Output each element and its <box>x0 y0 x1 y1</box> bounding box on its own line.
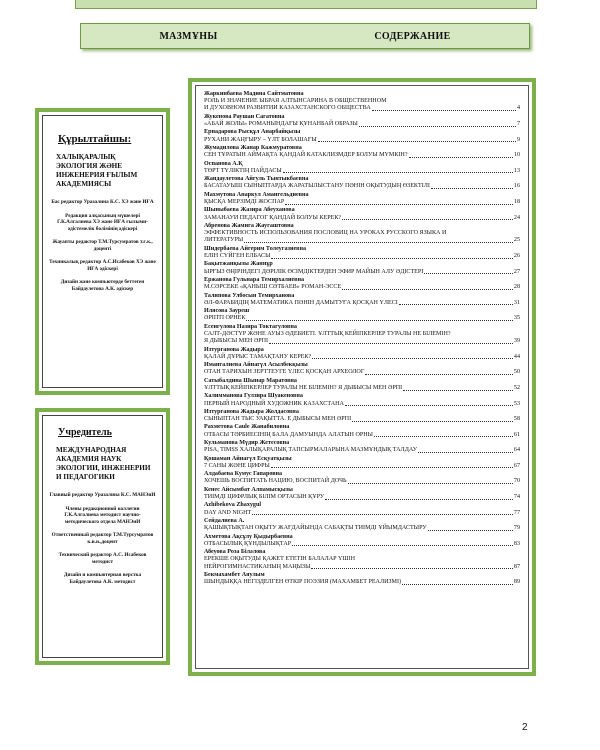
toc-entry[interactable] <box>204 91 520 113</box>
toc-title: ОТБАСЫЛЫҚ ҚҰНДЫЛЫҚТАР <box>204 540 292 547</box>
toc-page-number: 26 <box>513 252 520 259</box>
toc-title: Я ДЫБЫСЫ МЕН ӘРПІ <box>204 338 269 345</box>
toc-title: САЛТ-ДӘСТҮР ЖӘНЕ АУЫЗ ӘДЕБИЕТІ. ҰЛТТЫҚ КЕЙІПКЕРЛЕР ТУРАЛЫ НЕ БІЛЕМІН? <box>204 330 451 337</box>
toc-title: ҰЛТТЫҚ КЕЙІПКЕРЛЕР ТУРАЛЫ НЕ БІЛЕМІН? Я ДЫБЫСЫ МЕН ӘРПІ <box>204 384 403 391</box>
toc-entry[interactable] <box>204 114 520 128</box>
toc-title: ЛИТЕРАТУРЫ <box>204 237 244 244</box>
toc-leader-dots <box>311 564 512 570</box>
toc-entry[interactable] <box>204 549 520 571</box>
toc-page-number: 4 <box>516 105 520 112</box>
toc-entry[interactable] <box>204 293 520 307</box>
toc-title-line <box>204 152 520 159</box>
toc-title-line <box>204 284 520 291</box>
page-number: 2 <box>522 722 528 733</box>
toc-title: НЕЙРОГИМНАСТИКАНЫҢ МАҢЫЗЫ <box>204 563 311 570</box>
toc-entry[interactable] <box>204 129 520 143</box>
toc-page-number: 87 <box>513 563 520 570</box>
toc-entry[interactable] <box>204 207 520 221</box>
toc-title: ӘЛ-ФАРАБИДІҢ МАТЕМАТИКА ПӘНІН ДАМЫТУҒА ҚОСҚАН ҮЛЕСІ <box>204 299 398 306</box>
toc-page-number: 25 <box>513 237 520 244</box>
toc-page-number: 53 <box>513 400 520 407</box>
toc-leader-dots <box>403 385 513 391</box>
toc-title: ҚЫСҚА МЕРЗІМДІ ЖОСПАР <box>204 198 285 205</box>
toc-title-line <box>204 105 520 112</box>
toc-title-line <box>204 300 520 307</box>
toc-title: ОТБАСЫ ТӘРБИЕСІНІҢ БАЛА ДАМУЫНДА АЛАТЫН ОРНЫ <box>204 431 373 438</box>
toc-title: БАСАТАУЫШ СЫНЫПТАРДА ЖАРАТЫЛЫСТАНУ ПӘНІН ОҚЫТУДЫҢ ӨЗЕКТІЛІ <box>204 183 430 190</box>
toc-entry[interactable] <box>204 409 520 423</box>
toc-entry[interactable] <box>204 347 520 361</box>
toc-title-line <box>204 564 520 571</box>
toc-entry[interactable] <box>204 362 520 376</box>
toc-page-number: 18 <box>513 198 520 205</box>
toc-page-number: 27 <box>513 268 520 275</box>
toc-title-line <box>204 269 520 276</box>
toc-leader-dots <box>402 579 513 585</box>
title-ru: СОДЕРЖАНИЕ <box>374 30 451 42</box>
toc-page-number: 70 <box>513 478 520 485</box>
toc-title: ҚАШЫҚТЫҚТАН ОҚЫТУ ЖАҒДАЙЫНДА САБАҚТЫ ТИІМДІ ҰЙЫМДАСТЫРУ <box>204 525 427 532</box>
toc-author: Бақытжанқызы Жаннұр <box>204 261 273 268</box>
toc-leader-dots <box>431 183 513 189</box>
toc-leader-dots <box>365 369 513 375</box>
toc-author: Кенес Айсымбат Алпамысқызы <box>204 486 293 493</box>
toc-title-line <box>204 137 520 144</box>
toc-author: Шыныбаева Жазира Абеуханова <box>204 207 295 214</box>
toc-title: ЕЛІН СҮЙГЕН ЕЛБАСЫ <box>204 252 271 259</box>
toc-title-line <box>204 315 520 322</box>
toc-author: Бекмахамбет Аяулым <box>204 572 265 579</box>
toc-title: РУХАНИ ЖАҢҒЫРУ – ҮЛТ БОЛАШАҒЫ <box>204 136 317 143</box>
toc-author: Ержанова Гульнара Темирхалиевна <box>204 276 305 283</box>
toc-page-number: 83 <box>513 540 520 547</box>
founder-ru-line: Главный редактор Уразалина К.С. МАНЭиИ <box>49 492 156 498</box>
toc-leader-dots <box>312 354 513 360</box>
top-decor-band <box>75 0 537 9</box>
toc-title: ҚАЛАЙ ДҰРЫС ТАМАҚТАНУ КЕРЕК? <box>204 353 312 360</box>
toc-author: Халимманова Гулзира Шуакеновна <box>204 393 303 400</box>
toc-entry[interactable] <box>204 192 520 206</box>
founder-kz-line: Редакция алқасының мүшелері Г.К.Алгалиева ХЭ және ИҒА ғылыми-әдістемелік бөлімінің әдіскері <box>57 212 148 232</box>
toc-title: 7 САНЫ ЖӘНЕ ЦИФРЫ <box>204 462 270 469</box>
toc-leader-dots <box>285 199 513 205</box>
founder-ru-box <box>35 408 170 665</box>
toc-author: Рахметова Саule Жанабиловна <box>204 424 290 431</box>
toc-title-line <box>204 199 520 206</box>
toc-title-line <box>204 253 520 260</box>
toc-entry[interactable] <box>204 393 520 407</box>
toc-entry[interactable] <box>204 161 520 175</box>
toc-title-line <box>204 98 520 105</box>
toc-leader-dots <box>269 338 513 344</box>
toc-leader-dots <box>283 168 513 174</box>
toc-title-line <box>204 237 520 244</box>
toc-author: Алдабаева Кумус Гапаровна <box>204 471 283 478</box>
toc-title: PISA, TIMSS ХАЛЫҚАРАЛЫҚ ТАПСЫРМАЛАРЫНА МАЗМҰНДЫҚ ТАЛДАУ <box>204 447 418 454</box>
toc-entry[interactable] <box>204 246 520 260</box>
toc-leader-dots <box>271 463 513 469</box>
toc-author: Оспанова А.Қ <box>204 160 243 167</box>
toc-title: ХОЧЕШЬ ВОСПИТАТЬ НАЦИЮ, ВОСПИТАЙ ДОЧЬ <box>204 478 347 485</box>
toc-title: СЕН ТҰРАТЫН АЙМАҚТА ҚАНДАЙ КАТАКЛИЗМДЕР БОЛУЫ МҮМКІН? <box>204 152 408 159</box>
toc-entry[interactable] <box>204 261 520 275</box>
toc-entry[interactable] <box>204 534 520 548</box>
toc-author: Изтурганова Жадыра Жолдасовна <box>204 408 299 415</box>
toc-leader-dots <box>342 215 513 221</box>
toc-page-number: 52 <box>513 384 520 391</box>
toc-page-number: 31 <box>513 299 520 306</box>
toc-author: Сейдалиева А. <box>204 518 245 525</box>
toc-title-line <box>204 432 520 439</box>
toc-title-line <box>204 121 520 128</box>
toc-leader-dots <box>359 121 516 127</box>
toc-title-line <box>204 331 520 338</box>
toc-title-line <box>204 525 520 532</box>
toc-author: Махмутова Анаркул Амангельдиевна <box>204 191 309 198</box>
toc-title-line <box>204 510 520 517</box>
toc-author: Қошаман Айнагүл Есқуатқызы <box>204 455 292 462</box>
toc-page-number: 74 <box>513 494 520 501</box>
toc-entry[interactable] <box>204 145 520 159</box>
toc-title-line <box>204 215 520 222</box>
toc-title-line <box>204 369 520 376</box>
toc-page-number: 67 <box>513 462 520 469</box>
toc-page-number: 9 <box>516 136 520 143</box>
toc-leader-dots <box>374 432 513 438</box>
toc-page-number: 77 <box>513 509 520 516</box>
toc-author: Жандаулетова Айгуль Тынтыкбаевна <box>204 176 309 183</box>
toc-page-number: 64 <box>513 447 520 454</box>
toc-title-line <box>204 416 520 423</box>
toc-leader-dots <box>244 237 513 243</box>
toc-author: Жумадилова Жанар Кажмуратовна <box>204 144 302 151</box>
toc-author: Azhibekova Zhaxygul <box>204 502 262 509</box>
toc-title: ЗАМАНАУИ ПЕДАГОГ ҚАНДАЙ БОЛУЫ КЕРЕК? <box>204 214 342 221</box>
toc-title-line <box>204 494 520 501</box>
toc-title-line <box>204 556 520 563</box>
founder-kz-line: Бас редактор Уразалина К.С. ХЭ және ИҒА <box>51 199 154 205</box>
toc-leader-dots <box>292 541 513 547</box>
toc-author: Жаркинбаева Мадина Сайтматовна <box>204 91 304 97</box>
toc-page-number: 61 <box>513 431 520 438</box>
toc-title-line <box>204 447 520 454</box>
founder-ru-heading: Учредитель <box>58 427 112 438</box>
toc-leader-dots <box>271 253 512 259</box>
founder-ru-line: Ответственный редактор Т.М.Турсумратов к.и.н.,доцент <box>51 532 154 545</box>
toc-page-number: 13 <box>513 167 520 174</box>
toc-entry[interactable] <box>204 308 520 322</box>
toc-title: ТИІМДІ ЦИФРЛЫҚ БІЛІМ ОРТАСЫН ҚҰРУ <box>204 494 325 501</box>
toc-title-line <box>204 401 520 408</box>
toc-title: И ДУХОВНОМ РАЗВИТИИ КАЗАХСТАНСКОГО ОБЩЕСТВА <box>204 105 371 112</box>
toc-title-line <box>204 230 520 237</box>
toc-title: ШЫНДЫҚҚА НЕГІЗДЕЛГЕН ӨТКІР ПОЭЗИЯ (МАХАМБЕТ РЕАЛИЗМІ) <box>204 579 402 586</box>
founder-ru-line: Дизайн и компьютерная верстка Байдаулетова А.К. методист <box>63 572 142 585</box>
toc-title: ЭФФЕКТИВНОСТЬ ИСПОЛЬЗОВАНИЯ ПОСЛОВИЦ НА УРОКАХ РУССКОГО ЯЗЫКА И <box>204 230 447 237</box>
toc-title-line <box>204 183 520 190</box>
toc-title: РОЛЬ И ЗНАЧЕНИЕ ЫБРАЯ АЛТЫНСАРИНА В ОБЩЕСТВЕННОМ <box>204 98 387 105</box>
toc-leader-dots <box>318 137 516 143</box>
toc-title-line <box>204 541 520 548</box>
toc-page-number: 16 <box>513 183 520 190</box>
toc-leader-dots <box>428 525 513 531</box>
toc-page-number: 50 <box>513 369 520 376</box>
toc-page-number: 79 <box>513 525 520 532</box>
toc-title-line <box>204 168 520 175</box>
toc-author: Талипова Улбосын Темирханова <box>204 292 295 299</box>
toc-page-number: 39 <box>513 338 520 345</box>
toc-page-number: 89 <box>513 579 520 586</box>
toc-title-line <box>204 463 520 470</box>
toc-author: Жукенова Раушан Сагатовна <box>204 113 285 120</box>
toc-author: Ахметова Ақсұлу Қыдырбаевна <box>204 533 293 540</box>
toc-title: ЕРЕКШЕ ОҚЫТУДЫ ҚАЖЕТ ЕТЕТІН БАЛАЛАР ҮШІН <box>204 556 355 563</box>
toc-title-line <box>204 579 520 586</box>
toc-page-number: 44 <box>513 353 520 360</box>
toc-entry[interactable] <box>204 502 520 516</box>
toc-leader-dots <box>352 416 513 422</box>
toc-author: Сатыбалдина Шынар Маратовна <box>204 377 297 384</box>
title-kz: МАЗМҰНЫ <box>159 30 218 42</box>
toc-entry[interactable] <box>204 378 520 392</box>
toc-leader-dots <box>252 510 513 516</box>
founder-kz-line: Техникалық редактор А.С.Исабеков ХЭ және ИҒА әдіскері <box>49 259 156 272</box>
toc-entry[interactable] <box>204 456 520 470</box>
toc-author: Имангалиева Айнагүл Асылбекқызы <box>204 362 308 369</box>
toc-author: Есенгулова Назира Токтагуловна <box>204 323 297 330</box>
toc-entry[interactable] <box>204 424 520 438</box>
toc-author: Абренова Жамига Жаугаштовна <box>204 222 294 229</box>
toc-page-number: 7 <box>516 121 520 127</box>
toc-entry[interactable] <box>204 487 520 501</box>
toc-page-number: 28 <box>513 284 520 291</box>
toc-title-line <box>204 338 520 345</box>
toc-leader-dots <box>409 152 513 158</box>
toc-entry[interactable] <box>204 572 520 586</box>
toc-title: ЫРҒЫЗ ӨҢІРІНДЕГІ ДӘРІЛІК ӨСІМДІКТЕРДЕН ЭФИР МАЙЫН АЛУ ӘДІСТЕРІ <box>204 268 424 275</box>
toc-author: Шидербаева Айгерим Толеугазиевна <box>204 245 307 252</box>
toc-entry[interactable] <box>204 440 520 454</box>
toc-entry[interactable] <box>204 277 520 291</box>
toc-title: ОТАН ТАРИХЫН ЗЕРТТЕУГЕ ҮЛЕС ҚОСҚАН АРХЕОЛОГ <box>204 369 365 376</box>
toc-author: Изтурганова Жадыра <box>204 346 264 353</box>
toc-leader-dots <box>325 494 513 500</box>
founder-ru-line: Технический редактор А.С. Исабеков методист <box>58 552 147 565</box>
toc-page-number: 10 <box>513 152 520 159</box>
toc-title: ӘРІПТІ ОРНЕК <box>204 315 246 322</box>
founder-ru-line: Члены редакционной коллегии Г.К.Алгалиева методист научно-методического отдела МАНЭиИ <box>64 505 141 525</box>
toc-page-number: 24 <box>513 214 520 221</box>
toc-author: Кульманова Мүдир Жетесовна <box>204 440 290 447</box>
toc-leader-dots <box>372 105 516 111</box>
toc-entry[interactable] <box>204 223 520 245</box>
toc-page-number: 58 <box>513 416 520 423</box>
contents-title-bar <box>80 23 530 49</box>
toc-leader-dots <box>424 269 513 275</box>
toc-author: Абеуова Роза Біләлова <box>204 549 266 556</box>
toc-author: Илясова Зауреш <box>204 308 250 315</box>
table-of-contents <box>195 85 529 669</box>
founder-kz-org: ХАЛЫҚАРАЛЫҚ ЭКОЛОГИЯ ЖӘНЕ ИНЖЕНЕРИЯ ҒЫЛЫМ АКАДЕМИЯСЫ <box>56 153 138 188</box>
toc-leader-dots <box>246 315 512 321</box>
toc-entry[interactable] <box>204 471 520 485</box>
toc-entry[interactable] <box>204 518 520 532</box>
toc-leader-dots <box>418 447 513 453</box>
toc-title-line <box>204 385 520 392</box>
toc-title-line <box>204 478 520 485</box>
toc-leader-dots <box>345 401 513 407</box>
toc-title: ТӨРТ ТҮЛІКТІҢ ПАЙДАСЫ <box>204 167 282 174</box>
founder-kz-line: Дизайн және компьютерде беттеген Байдаулетова А.К. әдіскер <box>60 279 145 292</box>
toc-title-line <box>204 354 520 361</box>
founder-kz-line: Жауапты редактор Т.М.Турсумратов т.ғ.к., доценті <box>52 239 153 252</box>
toc-title: СЫНЫПТАН ТЫС УАҚЫТТА. Е ДЫБЫСЫ МЕН ӘРПІ <box>204 416 352 423</box>
toc-page-number: 35 <box>513 315 520 322</box>
toc-leader-dots <box>399 300 513 306</box>
toc-title: DAY AND NIGHT <box>204 509 252 516</box>
toc-title: «АБАЙ ЖОЛЫ» РОМАНЫНДАҒЫ ҚҰНАНБАЙ ОБРАЗЫ <box>204 121 358 127</box>
toc-entry[interactable] <box>204 324 520 346</box>
founder-kz-heading: Құрылтайшы: <box>58 133 132 145</box>
toc-title: М.СӘРСЕКЕ «ҚАНЫШ СӘТБАЕВ» РОМАН-ЭССЕ <box>204 284 342 291</box>
toc-title: ПЕРВЫЙ НАРОДНЫЙ ХУДОЖНИК КАЗАХСТАНА <box>204 400 344 407</box>
founder-ru-org: МЕЖДУНАРОДНАЯ АКАДЕМИЯ НАУК ЭКОЛОГИИ, ИНЖЕНЕРИИ И ПЕДАГОГИКИ <box>56 446 151 481</box>
toc-leader-dots <box>342 284 513 290</box>
contents-box <box>188 78 536 676</box>
toc-leader-dots <box>348 478 513 484</box>
toc-entry[interactable] <box>204 176 520 190</box>
founder-kz-box <box>35 108 170 395</box>
toc-author: Ернадарова Рысқұл Анарбайқызы <box>204 129 301 136</box>
